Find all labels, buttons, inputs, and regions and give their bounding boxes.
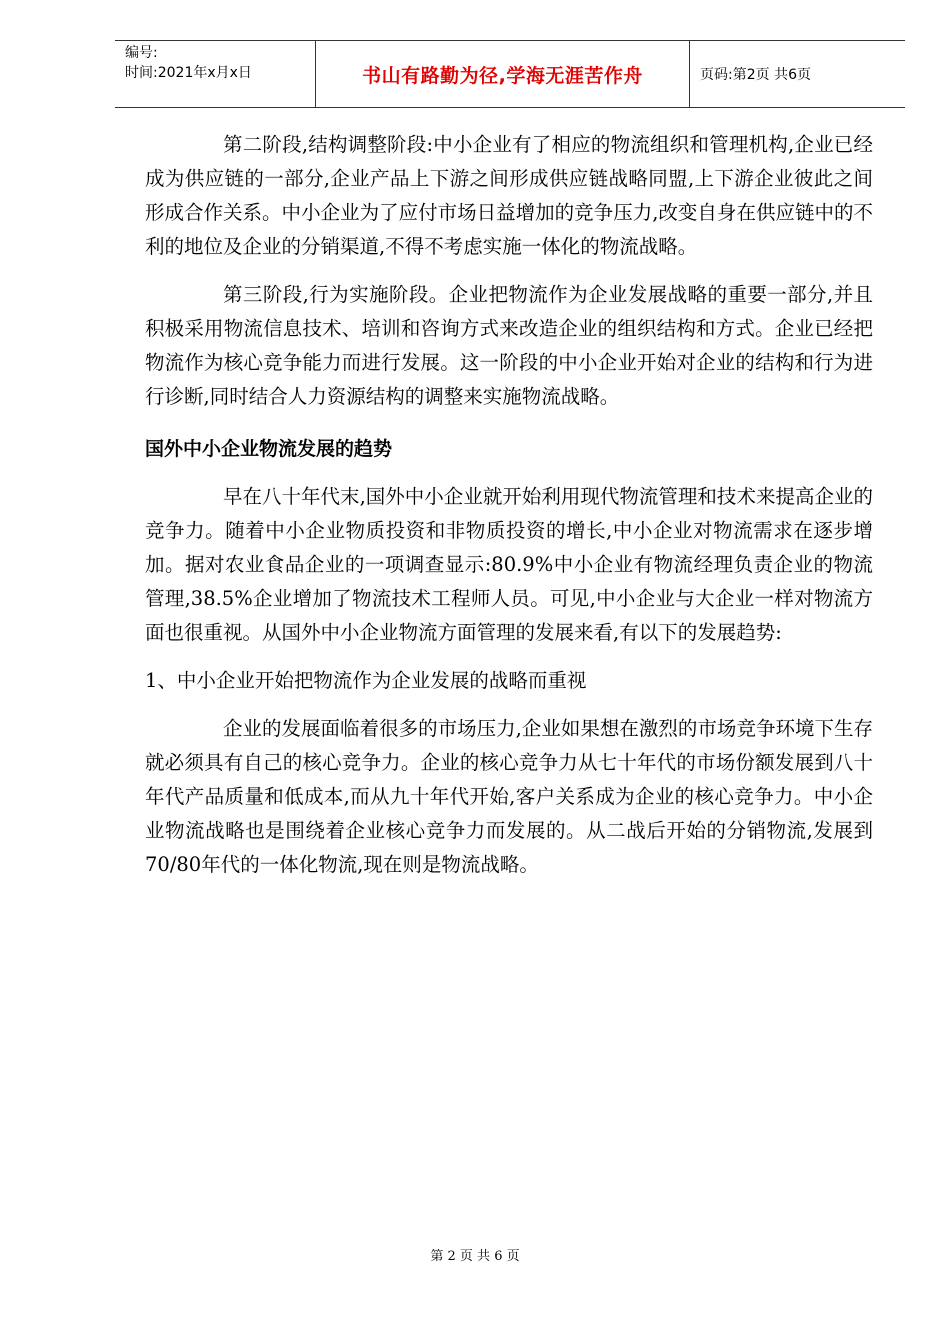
document-body	[145, 128, 873, 896]
page-header	[115, 40, 905, 108]
list-item-heading: 1、中小企业开始把物流作为企业发展的战略而重视	[145, 669, 587, 692]
paragraph-stage-three: 第三阶段,行为实施阶段。企业把物流作为企业发展战略的重要一部分,并且积极采用物流信息技术、培训和咨询方式来改造企业的组织结构和方式。企业已经把物流作为核心竞争能力而进行发展。这一阶段的中小企业开始对企业的结构和行为进行诊断,同时结合人力资源结构的调整来实施物流战略。	[145, 283, 873, 408]
paragraph-stage-two: 第二阶段,结构调整阶段:中小企业有了相应的物流组织和管理机构,企业已经成为供应链的一部分,企业产品上下游之间形成供应链战略同盟,上下游企业彼此之间形成合作关系。中小企业为了应付市场日益增加的竞争压力,改变自身在供应链中的不利的地位及企业的分销渠道,不得不考虑实施一体化的物流战略。	[145, 133, 873, 258]
paragraph-item-one: 企业的发展面临着很多的市场压力,企业如果想在激烈的市场竞争环境下生存就必须具有自己的核心竞争力。企业的核心竞争力从七十年代的市场份额发展到八十年代产品质量和低成本,而从九十年代开始,客户关系成为企业的核心竞争力。中小企业物流战略也是围绕着企业核心竞争力而发展的。从二战后开始的分销物流,发展到70/80年代的一体化物流,现在则是物流战略。	[145, 717, 873, 876]
header-motto: 书山有路勤为径,学海无涯苦作舟	[315, 41, 690, 107]
section-heading: 国外中小企业物流发展的趋势	[145, 438, 393, 460]
paragraph-overview: 早在八十年代末,国外中小企业就开始利用现代物流管理和技术来提高企业的竞争力。随着中小企业物质投资和非物质投资的增长,中小企业对物流需求在逐步增加。据对农业食品企业的一项调查显示:80.9%中小企业有物流经理负责企业的物流管理,38.5%企业增加了物流技术工程师人员。可见,中小企业与大企业一样对物流方面也很重视。从国外中小企业物流方面管理的发展来看,有以下的发展趋势:	[145, 485, 873, 644]
header-page-info: 页码:第2页 共6页	[700, 67, 811, 83]
document-number-label: 编号:	[125, 45, 158, 61]
page-footer: 第 2 页 共 6 页	[430, 1249, 520, 1264]
header-meta	[115, 41, 315, 107]
document-time-label: 时间:2021年x月x日	[125, 65, 252, 81]
